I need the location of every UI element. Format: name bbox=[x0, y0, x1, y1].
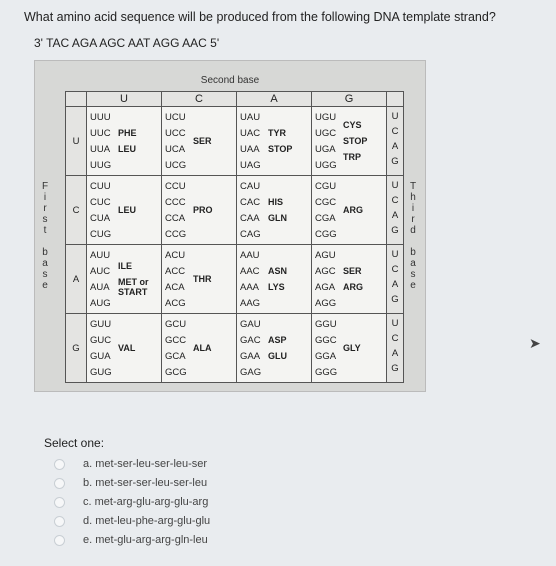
codon: AGG bbox=[315, 297, 337, 309]
second-base-header: G bbox=[312, 92, 387, 107]
amino-acid: STOP bbox=[268, 144, 293, 154]
codon: UAC bbox=[240, 127, 261, 139]
codon: UAA bbox=[240, 143, 260, 155]
answer-option[interactable] bbox=[54, 534, 208, 546]
codon: UAU bbox=[240, 111, 261, 123]
codon: GUA bbox=[90, 350, 111, 362]
amino-acid: GLU bbox=[268, 351, 287, 361]
codon: GUU bbox=[90, 318, 112, 330]
codon: ACC bbox=[165, 265, 186, 277]
answer-option-label: a. met-ser-leu-ser-leu-ser bbox=[83, 458, 208, 470]
amino-acid: VAL bbox=[118, 343, 136, 353]
codon: CCA bbox=[165, 212, 186, 224]
codon: GGU bbox=[315, 318, 337, 330]
amino-acid: MET or START bbox=[118, 277, 149, 297]
codon: CCU bbox=[165, 180, 186, 192]
codon-cell bbox=[162, 245, 237, 314]
codon: UCG bbox=[165, 159, 187, 171]
codon: CAC bbox=[240, 196, 261, 208]
codon-cell bbox=[312, 176, 387, 245]
codon: CGA bbox=[315, 212, 336, 224]
codon-cell bbox=[162, 176, 237, 245]
second-base-header: U bbox=[87, 92, 162, 107]
codon: UUA bbox=[90, 143, 111, 155]
codon: UCA bbox=[165, 143, 186, 155]
amino-acid: THR bbox=[193, 274, 212, 284]
first-base-label-cell: G bbox=[66, 314, 87, 383]
codon: CGU bbox=[315, 180, 337, 192]
codon: GCU bbox=[165, 318, 187, 330]
amino-acid: ASN bbox=[268, 266, 288, 276]
codon: AUU bbox=[90, 249, 111, 261]
codon: CUU bbox=[90, 180, 111, 192]
codon: GGC bbox=[315, 334, 337, 346]
amino-acid: TRP bbox=[343, 152, 361, 162]
radio-button-icon[interactable] bbox=[54, 478, 65, 489]
codon: AUG bbox=[90, 297, 111, 309]
codon: AAG bbox=[240, 297, 261, 309]
codon: UAG bbox=[240, 159, 261, 171]
second-base-label: Second base bbox=[200, 75, 260, 86]
codon: CAG bbox=[240, 228, 261, 240]
codon: GUG bbox=[90, 366, 112, 378]
codon-cell bbox=[237, 176, 312, 245]
amino-acid: LYS bbox=[268, 282, 285, 292]
codon-cell bbox=[312, 245, 387, 314]
codon-table-image bbox=[34, 60, 426, 392]
codon: GUC bbox=[90, 334, 112, 346]
first-base-label-cell: C bbox=[66, 176, 87, 245]
codon-cell bbox=[162, 314, 237, 383]
codon: ACA bbox=[165, 281, 185, 293]
amino-acid: PHE bbox=[118, 128, 137, 138]
amino-acid: ALA bbox=[193, 343, 212, 353]
codon: AGC bbox=[315, 265, 336, 277]
amino-acid: ARG bbox=[343, 282, 363, 292]
codon: AAC bbox=[240, 265, 260, 277]
radio-button-icon[interactable] bbox=[54, 459, 65, 470]
codon: ACG bbox=[165, 297, 186, 309]
codon: CUA bbox=[90, 212, 111, 224]
amino-acid: HIS bbox=[268, 197, 284, 207]
select-one-label: Select one: bbox=[44, 436, 105, 450]
third-base-label: T h i r d b a s e bbox=[409, 181, 417, 291]
radio-button-icon[interactable] bbox=[54, 535, 65, 546]
amino-acid: STOP bbox=[343, 136, 368, 146]
codon: ACU bbox=[165, 249, 186, 261]
third-base-cell: U C A G bbox=[387, 314, 404, 383]
amino-acid: SER bbox=[193, 136, 212, 146]
codon: UGA bbox=[315, 143, 336, 155]
amino-acid: LEU bbox=[118, 205, 136, 215]
codon: UCC bbox=[165, 127, 186, 139]
codon: AUA bbox=[90, 281, 110, 293]
dna-strand: 3' TAC AGA AGC AAT AGG AAC 5' bbox=[34, 36, 220, 50]
amino-acid: ASP bbox=[268, 335, 287, 345]
codon: CAA bbox=[240, 212, 260, 224]
answer-option[interactable] bbox=[54, 515, 210, 527]
codon: GCC bbox=[165, 334, 187, 346]
codon-cell bbox=[87, 245, 162, 314]
codon: UUC bbox=[90, 127, 111, 139]
codon-cell bbox=[87, 314, 162, 383]
codon: CUG bbox=[90, 228, 112, 240]
answer-option-label: e. met-glu-arg-arg-gln-leu bbox=[83, 534, 208, 546]
third-base-cell: U C A G bbox=[387, 245, 404, 314]
answer-option-label: b. met-ser-ser-leu-ser-leu bbox=[83, 477, 208, 489]
codon: GGG bbox=[315, 366, 338, 378]
codon: CAU bbox=[240, 180, 261, 192]
amino-acid: ILE bbox=[118, 261, 133, 271]
question-text: What amino acid sequence will be produced from the following DNA template strand? bbox=[24, 10, 496, 24]
amino-acid: ARG bbox=[343, 205, 363, 215]
amino-acid: TYR bbox=[268, 128, 286, 138]
amino-acid: LEU bbox=[118, 144, 136, 154]
codon: GCG bbox=[165, 366, 187, 378]
codon: CUC bbox=[90, 196, 111, 208]
answer-option[interactable] bbox=[54, 496, 208, 508]
codon: AGU bbox=[315, 249, 336, 261]
codon: AGA bbox=[315, 281, 336, 293]
second-base-header: A bbox=[237, 92, 312, 107]
codon: GAA bbox=[240, 350, 261, 362]
codon: GGA bbox=[315, 350, 337, 362]
codon: GCA bbox=[165, 350, 186, 362]
amino-acid: PRO bbox=[193, 205, 213, 215]
amino-acid: GLN bbox=[268, 213, 287, 223]
third-base-cell: U C A G bbox=[387, 107, 404, 176]
codon-cell bbox=[87, 176, 162, 245]
third-base-cell: U C A G bbox=[387, 176, 404, 245]
codon: CGG bbox=[315, 228, 337, 240]
codon: GAU bbox=[240, 318, 261, 330]
codon: UUU bbox=[90, 111, 111, 123]
codon: CGC bbox=[315, 196, 337, 208]
codon-cell bbox=[312, 314, 387, 383]
answer-option-label: c. met-arg-glu-arg-glu-arg bbox=[83, 496, 209, 508]
codon: UGC bbox=[315, 127, 337, 139]
first-base-label-cell: A bbox=[66, 245, 87, 314]
codon: UUG bbox=[90, 159, 112, 171]
codon: AUC bbox=[90, 265, 111, 277]
codon-cell bbox=[162, 107, 237, 176]
codon-cell bbox=[237, 314, 312, 383]
amino-acid: GLY bbox=[343, 343, 361, 353]
radio-button-icon[interactable] bbox=[54, 497, 65, 508]
second-base-header: C bbox=[162, 92, 237, 107]
codon: UGG bbox=[315, 159, 337, 171]
answer-option-label: d. met-leu-phe-arg-glu-glu bbox=[83, 515, 211, 527]
amino-acid: CYS bbox=[343, 120, 362, 130]
codon: CCC bbox=[165, 196, 186, 208]
codon: UCU bbox=[165, 111, 186, 123]
first-base-label-cell: U bbox=[66, 107, 87, 176]
codon-cell bbox=[237, 245, 312, 314]
answer-option[interactable] bbox=[54, 458, 207, 470]
first-base-label: F i r s t b a s e bbox=[41, 181, 49, 291]
codon-cell bbox=[87, 107, 162, 176]
codon: UGU bbox=[315, 111, 337, 123]
codon: AAA bbox=[240, 281, 260, 293]
codon-cell bbox=[237, 107, 312, 176]
codon-table bbox=[65, 91, 404, 383]
codon-cell bbox=[312, 107, 387, 176]
codon: AAU bbox=[240, 249, 260, 261]
answer-option[interactable] bbox=[54, 477, 207, 489]
codon: CCG bbox=[165, 228, 187, 240]
codon: GAC bbox=[240, 334, 261, 346]
radio-button-icon[interactable] bbox=[54, 516, 65, 527]
codon: GAG bbox=[240, 366, 262, 378]
mouse-cursor-icon: ➤ bbox=[529, 335, 541, 351]
amino-acid: SER bbox=[343, 266, 362, 276]
